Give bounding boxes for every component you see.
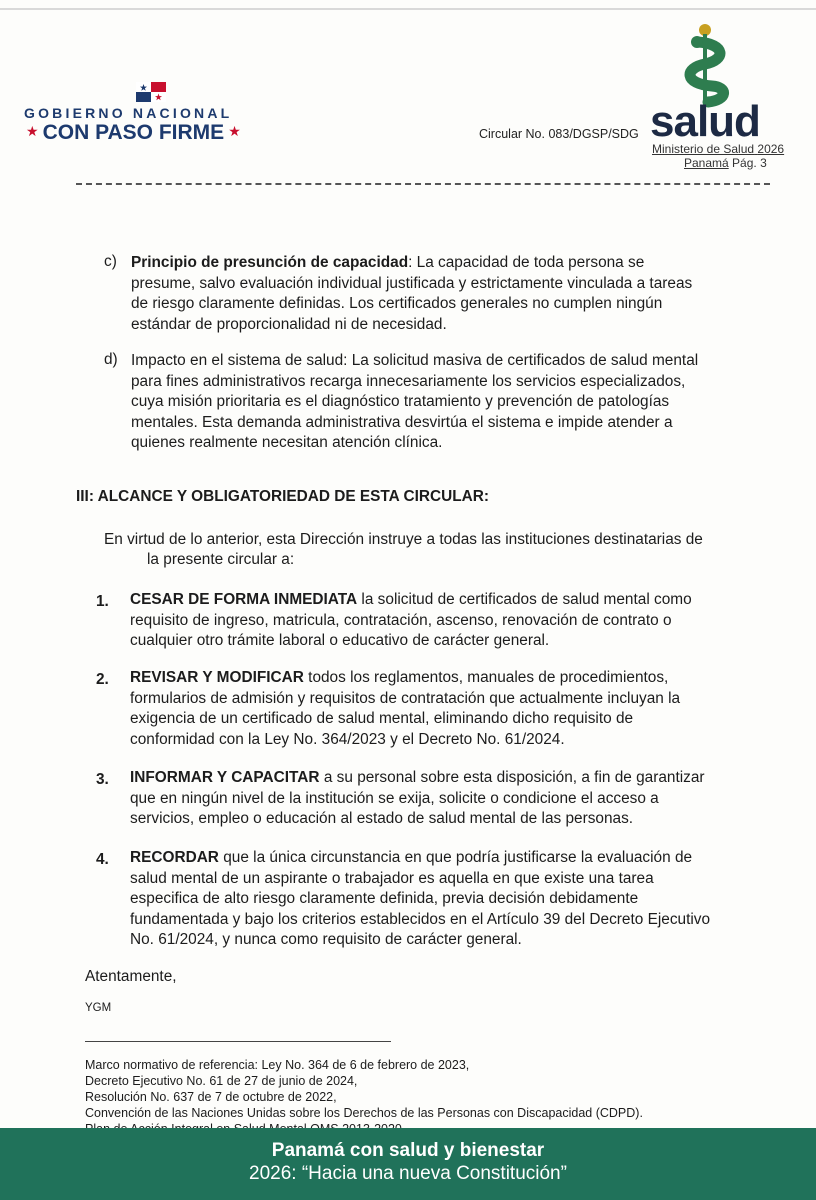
star-icon: ★ bbox=[228, 123, 241, 139]
item-1-line-2: cualquier otro trámite laboral o educativo de carácter general. bbox=[130, 632, 550, 649]
ministerio-line bbox=[652, 142, 784, 156]
item-c-line-3: estándar de proporcionalidad ni de necesidad. bbox=[131, 315, 447, 333]
intro-paragraph bbox=[104, 530, 768, 570]
circular-year: 2026 bbox=[757, 142, 785, 156]
item-2-paragraph bbox=[130, 668, 768, 750]
item-c-marker: c) bbox=[104, 253, 117, 270]
item-d-line-4: quienes realmente necesitan atención clínica. bbox=[131, 434, 443, 451]
footnotes bbox=[85, 1057, 643, 1137]
item-d-line-0: Impacto en el sistema de salud: La solicitud masiva de certificados de salud mental bbox=[131, 352, 699, 369]
closing: Atentamente, bbox=[85, 968, 177, 985]
footer-title: Panamá con salud y bienestar bbox=[271, 1140, 545, 1161]
item-4-line-2: especifica de alto riesgo claramente definida, previa decisión debidamente bbox=[130, 890, 639, 907]
gov-line2 bbox=[22, 121, 245, 145]
header-divider bbox=[76, 183, 770, 185]
item-d-line-2: cuya misión prioritaria es el diagnóstico tratamiento y prevención de patologías bbox=[131, 393, 670, 410]
item-1-bold: CESAR DE FORMA INMEDIATA bbox=[130, 591, 358, 608]
page-location bbox=[684, 156, 767, 170]
item-c-bold: Principio de presunción de capacidad bbox=[131, 254, 409, 271]
footnote-line: Decreto Ejecutivo No. 61 de 27 de junio de 2024, bbox=[85, 1074, 358, 1088]
footnote-divider bbox=[85, 1041, 391, 1042]
item-2-line-0: todos los reglamentos, manuales de procedimientos, bbox=[303, 669, 669, 686]
item-3-bold: INFORMAR Y CAPACITAR bbox=[130, 769, 320, 786]
item-4-line-3: fundamentada y bajo los criterios establecidos en el Artículo 39 del Decreto Ejecutivo bbox=[130, 910, 711, 928]
intro-line-1: la presente circular a: bbox=[147, 551, 295, 568]
initials: YGM bbox=[85, 1002, 112, 1014]
item-2-line-2: exigencia de un certificado de salud mental, eliminando dicho requisito de bbox=[130, 710, 634, 727]
section-title: III: ALCANCE Y OBLIGATORIEDAD DE ESTA CIRCULAR: bbox=[76, 488, 489, 505]
gov-line1: GOBIERNO NACIONAL bbox=[24, 105, 233, 121]
item-4-bold: RECORDAR bbox=[130, 849, 219, 866]
item-3-marker: 3. bbox=[96, 771, 109, 788]
page-number: Pág. 3 bbox=[732, 156, 767, 170]
item-d-line-3: mentales. Esta demanda administrativa desvirtúa el sistema e impide atender a bbox=[131, 413, 673, 431]
health-snake-logo-icon bbox=[678, 22, 740, 108]
item-c-line-1: presume, salvo evaluación individual justificada y estrictamente vinculada a tareas bbox=[131, 274, 693, 292]
item-2-line-3: conformidad con la Ley No. 364/2023 y el Decreto No. 61/2024. bbox=[130, 730, 565, 748]
star-icon: ★ bbox=[26, 123, 39, 139]
item-2-marker: 2. bbox=[96, 671, 109, 688]
item-3-paragraph bbox=[130, 768, 768, 830]
footer-subtitle: 2026: “Hacia una nueva Constitución” bbox=[249, 1163, 567, 1184]
item-4-line-0: que la única circunstancia en que podría justificarse la evaluación de bbox=[218, 849, 693, 866]
item-1-line-1: requisito de ingreso, matricula, contratación, ascenso, renovación de contrato o bbox=[130, 611, 672, 629]
item-d-paragraph bbox=[131, 351, 768, 454]
item-4-line-1: salud mental de un aspirante o trabajador es aquella en que existe una tarea bbox=[130, 869, 654, 887]
circular-number: Circular No. 083/DGSP/SDG bbox=[479, 127, 639, 141]
item-3-line-2: servicios, empleo o educación al estado de salud mental de las personas. bbox=[130, 810, 634, 827]
gov-line2-text: CON PASO FIRME bbox=[42, 121, 225, 144]
item-c-line-0: : La capacidad de toda persona se bbox=[408, 254, 645, 271]
footnote-line: Marco normativo de referencia: Ley No. 364 de 6 de febrero de 2023, bbox=[85, 1058, 470, 1072]
item-3-line-0: a su personal sobre esta disposición, a fin de garantizar bbox=[319, 769, 705, 786]
item-2-line-1: formularios de admisión y requisitos de contratación que actualmente incluyan la bbox=[130, 689, 681, 707]
salud-logo-text: salud bbox=[650, 97, 760, 146]
item-1-paragraph bbox=[130, 590, 768, 652]
footnote-line: Convención de las Naciones Unidas sobre los Derechos de las Personas con Discapacidad (CDPD). bbox=[85, 1106, 643, 1120]
item-c-paragraph bbox=[131, 253, 768, 335]
item-2-bold: REVISAR Y MODIFICAR bbox=[130, 669, 304, 686]
panama-flag-icon bbox=[136, 82, 166, 102]
item-4-marker: 4. bbox=[96, 851, 109, 868]
item-1-line-0: la solicitud de certificados de salud mental como bbox=[357, 591, 692, 608]
item-4-line-4: No. 61/2024, y nunca como requisito de carácter general. bbox=[130, 931, 522, 948]
panama-label: Panamá bbox=[684, 156, 729, 170]
item-d-marker: d) bbox=[104, 351, 118, 368]
item-3-line-1: que en ningún nivel de la institución se exija, solicite o condicione el acceso a bbox=[130, 789, 659, 807]
item-4-paragraph bbox=[130, 848, 768, 951]
top-border bbox=[0, 8, 816, 10]
item-c-line-2: de riesgo claramente definidas. Los certificados generales no cumplen ningún bbox=[131, 295, 663, 312]
item-1-marker: 1. bbox=[96, 593, 109, 610]
item-d-line-1: para fines administrativos recarga innecesariamente los servicios especializados, bbox=[131, 372, 686, 390]
footnote-line: Resolución No. 637 de 7 de octubre de 2022, bbox=[85, 1090, 337, 1104]
ministerio-name: Ministerio de Salud bbox=[652, 142, 755, 156]
intro-line-0: En virtud de lo anterior, esta Dirección instruye a todas las instituciones destinatarias de bbox=[104, 531, 703, 548]
